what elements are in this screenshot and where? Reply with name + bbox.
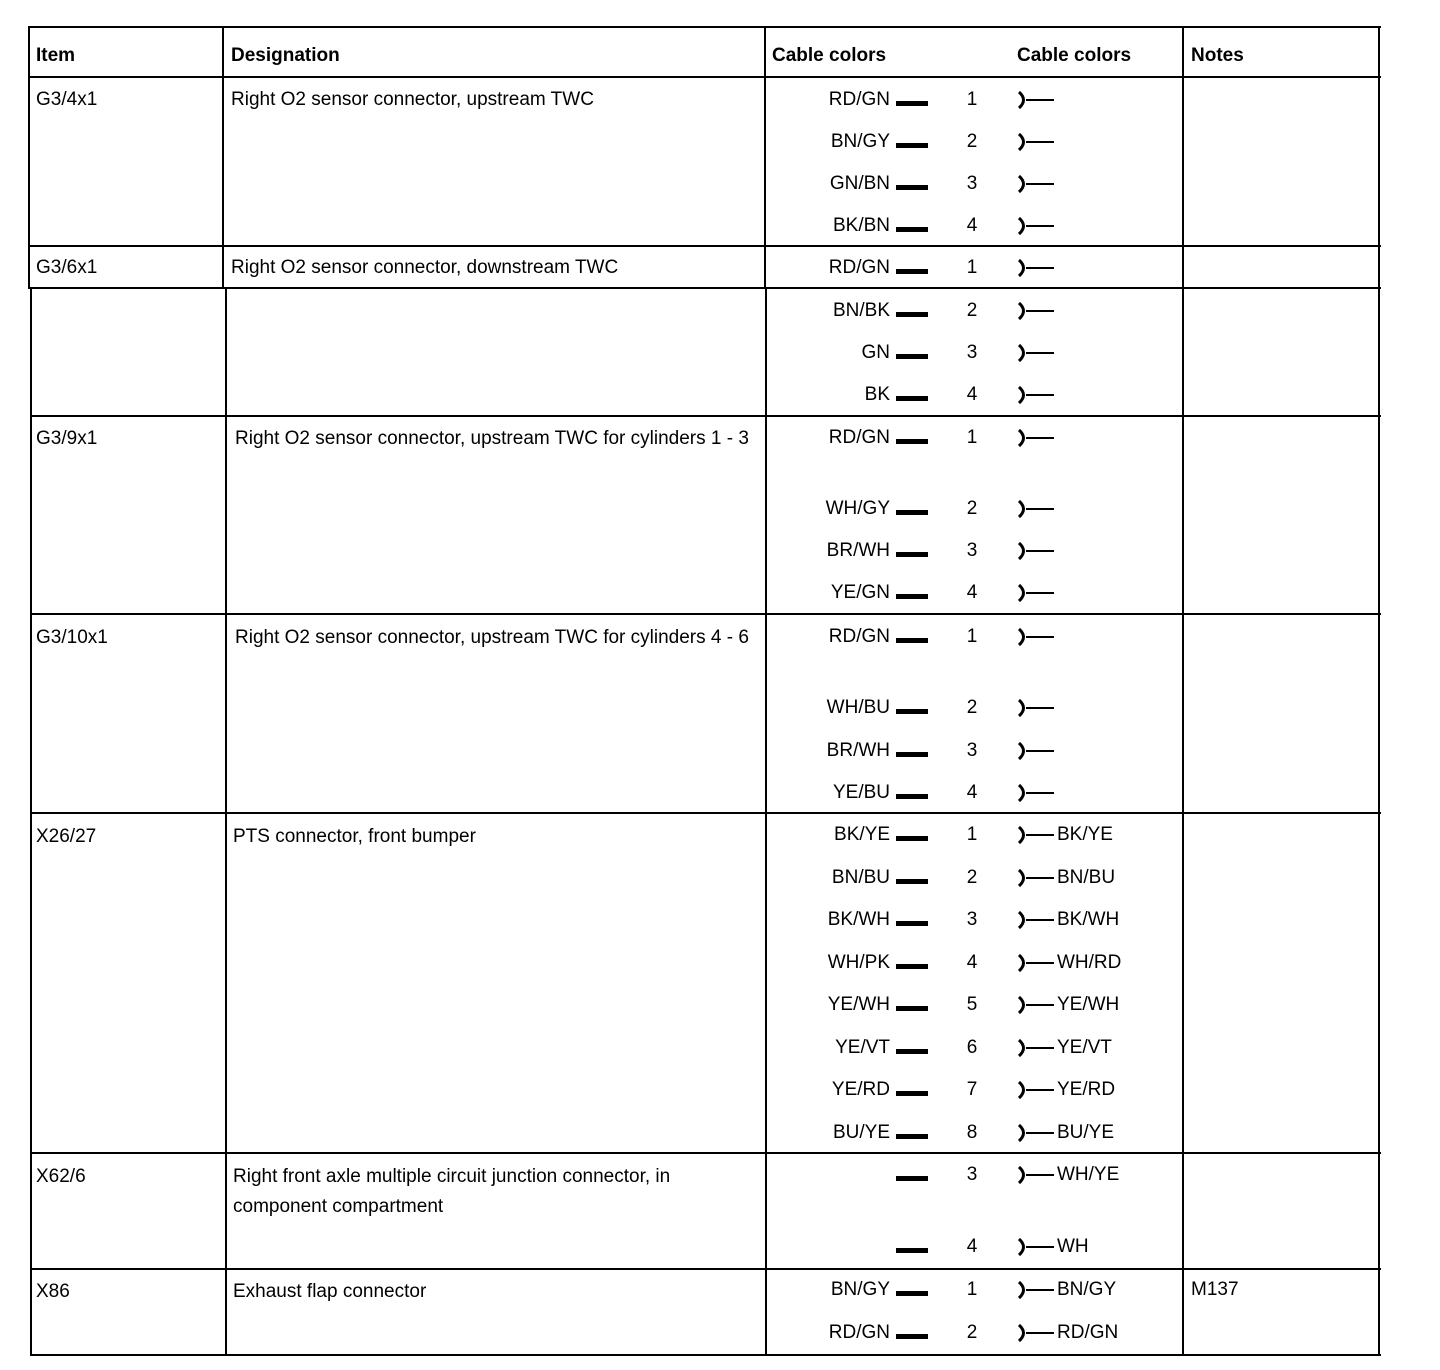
pin-row [766,1120,1182,1146]
pin-number: 8 [966,1122,978,1143]
column-divider [1182,26,1184,1356]
pin-number: 3 [966,540,978,561]
wire-stub [896,101,928,106]
pin-number: 2 [966,1322,978,1343]
cable-color-out: YE/RD [1057,1079,1116,1100]
pin-number: 3 [966,909,978,930]
pin-number: 2 [966,498,978,519]
wire-stub [896,1334,928,1339]
pin-number: 2 [966,300,978,321]
pin-number: 4 [966,952,978,973]
pin-row [766,171,1182,197]
cable-color-in: YE/VT [835,1037,890,1058]
socket-icon [1016,385,1056,405]
pin-row [766,298,1182,324]
row-designation: Right front axle multiple circuit junction connector, in component compartment [233,1166,671,1217]
pin-row [766,822,1182,848]
cable-color-in: BN/BK [832,300,890,321]
cable-color-in: RD/GN [828,1322,890,1343]
pin-number: 6 [966,1037,978,1058]
cable-color-out: YE/VT [1057,1037,1112,1058]
socket-icon [1016,1038,1056,1058]
cable-color-out: WH [1057,1236,1089,1257]
pin-row [766,992,1182,1018]
cable-color-in: GN/BN [829,173,890,194]
wire-stub [896,752,928,757]
wire-stub [896,185,928,190]
column-divider [1378,26,1380,1356]
table-border-bottom [30,1354,1381,1356]
wire-stub [896,1134,928,1139]
pin-row [766,425,1182,451]
socket-icon [1016,953,1056,973]
wire-stub [896,879,928,884]
pin-number: 4 [966,1236,978,1257]
pin-row [766,255,1182,281]
wire-stub [896,552,928,557]
pin-number: 2 [966,867,978,888]
pin-row [766,1320,1182,1346]
pin-row [766,695,1182,721]
pin-number: 4 [966,384,978,405]
pin-row [766,907,1182,933]
row-item: X62/6 [36,1166,86,1187]
socket-icon [1016,910,1056,930]
wire-stub [896,1248,928,1253]
pin-number: 1 [966,257,978,278]
cable-color-in: WH/GY [825,498,890,519]
socket-icon [1016,1165,1056,1185]
cable-color-in: BK/BN [832,215,890,236]
header-notes: Notes [1191,45,1244,66]
socket-icon [1016,698,1056,718]
header-divider [28,76,1381,78]
column-divider [225,289,227,1356]
row-item: G3/9x1 [36,428,98,449]
wire-stub [896,709,928,714]
wire-stub [896,638,928,643]
row-item: X26/27 [36,826,97,847]
cable-color-in: YE/WH [827,994,890,1015]
wire-stub [896,510,928,515]
column-divider [222,26,224,289]
cable-color-in: RD/GN [828,427,890,448]
cable-color-out: YE/WH [1057,994,1120,1015]
socket-icon [1016,1237,1056,1257]
socket-icon [1016,258,1056,278]
cable-color-in: RD/GN [828,257,890,278]
socket-icon [1016,132,1056,152]
pin-row [766,865,1182,891]
pin-number: 1 [966,1279,978,1300]
pin-row [766,382,1182,408]
pin-number: 1 [966,626,978,647]
socket-icon [1016,541,1056,561]
row-notes: M137 [1191,1279,1239,1300]
row-item: G3/4x1 [36,89,98,110]
pin-number: 4 [966,782,978,803]
socket-icon [1016,216,1056,236]
pin-number: 4 [966,215,978,236]
table-border-top [28,26,1381,28]
pin-row [766,1277,1182,1303]
cable-color-in: BK [864,384,890,405]
row-designation: Right O2 sensor connector, upstream TWC [231,89,594,110]
cable-color-in: BN/GY [830,131,890,152]
row-divider [30,415,1381,417]
wire-stub [896,1049,928,1054]
cable-color-out: BU/YE [1057,1122,1115,1143]
socket-icon [1016,868,1056,888]
cable-color-out: BN/BU [1057,867,1116,888]
socket-icon [1016,174,1056,194]
pin-row [766,738,1182,764]
cable-color-in: BK/YE [834,824,890,845]
wire-stub [896,1176,928,1181]
row-designation: Right O2 sensor connector, downstream TWC [231,257,619,278]
pin-row [766,496,1182,522]
socket-icon [1016,741,1056,761]
pin-number: 4 [966,582,978,603]
pin-row [766,624,1182,650]
cable-color-out: WH/YE [1057,1164,1120,1185]
pin-number: 1 [966,427,978,448]
cable-color-in: WH/BU [826,697,890,718]
cable-color-out: BK/WH [1057,909,1120,930]
pin-row [766,538,1182,564]
cable-color-in: YE/BU [832,782,890,803]
wire-stub [896,354,928,359]
pin-number: 3 [966,173,978,194]
cable-color-out: WH/RD [1057,952,1122,973]
wire-stub [896,143,928,148]
cable-color-in: BR/WH [826,740,890,761]
pin-number: 2 [966,131,978,152]
cable-color-in: RD/GN [828,626,890,647]
pin-row [766,1077,1182,1103]
wire-stub [896,1291,928,1296]
cable-color-out: RD/GN [1057,1322,1119,1343]
wire-stub [896,439,928,444]
wire-stub [896,794,928,799]
socket-icon [1016,301,1056,321]
socket-icon [1016,783,1056,803]
wire-stub [896,1091,928,1096]
wire-stub [896,594,928,599]
pin-number: 7 [966,1079,978,1100]
socket-icon [1016,995,1056,1015]
socket-icon [1016,825,1056,845]
column-divider [30,289,32,1356]
pin-row [766,950,1182,976]
cable-color-in: BU/YE [832,1122,890,1143]
wire-stub [896,312,928,317]
cable-color-out: BK/YE [1057,824,1113,845]
row-designation: Right O2 sensor connector, upstream TWC for cylinders 4 - 6 [235,627,749,648]
socket-icon [1016,428,1056,448]
wire-stub [896,227,928,232]
socket-icon [1016,627,1056,647]
pin-row [766,213,1182,239]
cable-color-in: BN/BU [831,867,890,888]
header-designation: Designation [231,45,340,66]
pin-number: 3 [966,342,978,363]
page-break-line [28,287,1381,289]
pin-number: 1 [966,89,978,110]
socket-icon [1016,343,1056,363]
row-item: X86 [36,1281,70,1302]
row-designation: Exhaust flap connector [233,1281,427,1302]
cable-color-in: YE/GN [830,582,890,603]
cable-color-in: WH/PK [827,952,890,973]
pin-row [766,1035,1182,1061]
wire-stub [896,396,928,401]
socket-icon [1016,499,1056,519]
cable-color-in: BR/WH [826,540,890,561]
row-designation: PTS connector, front bumper [233,826,476,847]
cable-color-in: BN/GY [830,1279,890,1300]
row-item: G3/10x1 [36,627,108,648]
cable-color-in: YE/RD [831,1079,890,1100]
cable-color-in: GN [861,342,890,363]
cable-color-in: RD/GN [828,89,890,110]
header-cable-colors-right: Cable colors [1017,45,1132,66]
wire-stub [896,836,928,841]
cable-color-in: BK/WH [827,909,890,930]
cable-color-out: BN/GY [1057,1279,1117,1300]
pin-row [766,87,1182,113]
socket-icon [1016,1280,1056,1300]
row-divider [30,812,1381,814]
pin-row [766,340,1182,366]
wire-stub [896,964,928,969]
column-divider [28,26,30,289]
pin-row [766,580,1182,606]
socket-icon [1016,583,1056,603]
socket-icon [1016,1123,1056,1143]
header-item: Item [36,45,76,66]
pin-row [766,1162,1182,1188]
pin-row [766,129,1182,155]
socket-icon [1016,1080,1056,1100]
pin-row [766,1234,1182,1260]
pin-number: 3 [966,1164,978,1185]
row-divider [30,1152,1381,1154]
column-divider [764,26,766,289]
pin-number: 1 [966,824,978,845]
row-divider [28,245,1381,247]
wire-stub [896,921,928,926]
row-divider [30,1268,1381,1270]
pin-number: 3 [966,740,978,761]
wire-stub [896,269,928,274]
pin-row [766,780,1182,806]
pin-number: 5 [966,994,978,1015]
row-designation: Right O2 sensor connector, upstream TWC for cylinders 1 - 3 [235,428,749,449]
row-item: G3/6x1 [36,257,98,278]
wire-stub [896,1006,928,1011]
row-divider [30,613,1381,615]
socket-icon [1016,1323,1056,1343]
socket-icon [1016,90,1056,110]
pin-number: 2 [966,697,978,718]
header-cable-colors-left: Cable colors [772,45,887,66]
